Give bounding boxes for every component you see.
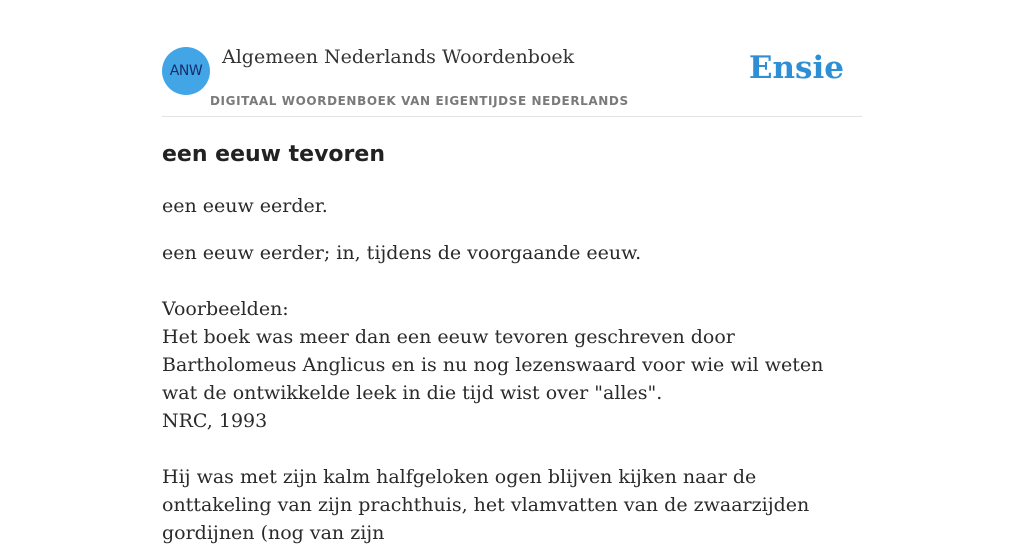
site-header (162, 0, 862, 117)
example-source: NRC, 1993 (162, 410, 268, 432)
dictionary-subtitle: DIGITAAL WOORDENBOEK VAN EIGENTIJDSE NEDERLANDS (210, 94, 629, 108)
entry-headword: een eeuw tevoren (162, 142, 385, 167)
examples-label: Voorbeelden: (162, 298, 289, 320)
example-text: Hij was met zijn kalm halfgeloken ogen blijven kijken naar de onttakeling van zijn prachthuis, het vlamvatten van de zwaarzijden gordijnen (nog van zijn (162, 466, 810, 544)
entry-content (162, 140, 862, 547)
short-definition: een eeuw eerder. (162, 195, 328, 217)
anw-logo-text: ANW (169, 63, 203, 79)
ensie-logo-link[interactable]: Ensie (748, 50, 844, 86)
dictionary-title[interactable]: Algemeen Nederlands Woordenboek (222, 46, 575, 68)
anw-logo[interactable] (162, 47, 210, 95)
spacer (162, 435, 862, 463)
example-text: Het boek was meer dan een eeuw tevoren geschreven door Bartholomeus Anglicus en is nu nog lezenswaard voor wie wil weten wat de ontwikkelde leek in die tijd wist over "alles". (162, 326, 824, 404)
spacer (162, 267, 862, 295)
full-definition: een eeuw eerder; in, tijdens de voorgaande eeuw. (162, 242, 642, 264)
